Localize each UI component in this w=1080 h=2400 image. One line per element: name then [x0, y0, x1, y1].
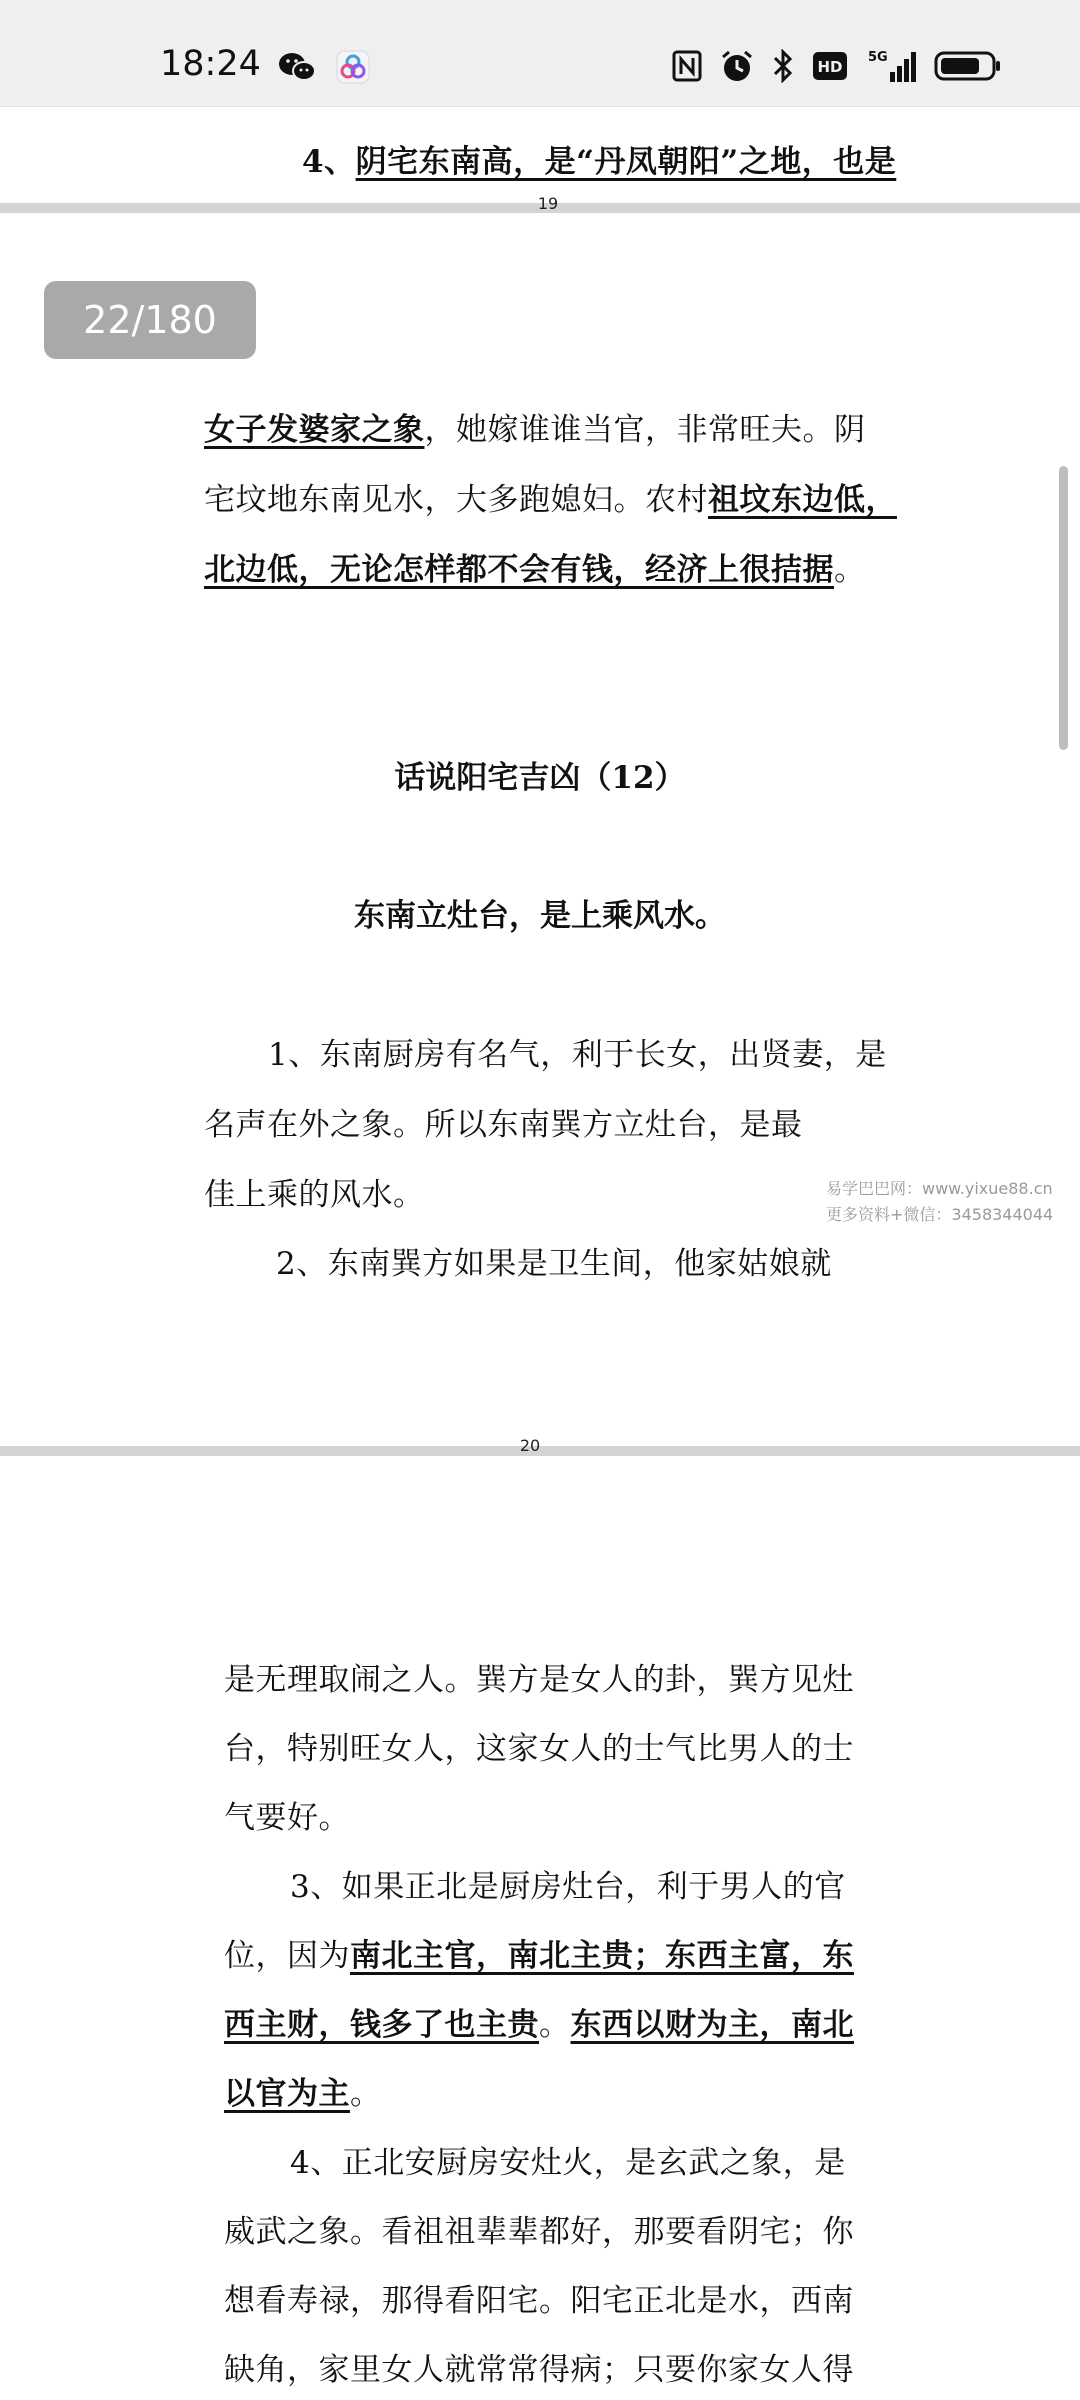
hd-icon — [812, 51, 848, 81]
alarm-icon — [720, 49, 754, 83]
text-line — [204, 544, 866, 589]
text-line — [224, 1999, 854, 2044]
page19-line — [302, 136, 896, 181]
notification-icons — [278, 50, 370, 84]
app-icon — [336, 50, 370, 84]
text-line: 威武之象。看祖祖辈辈都好，那要看阴宅；你 — [224, 2214, 854, 2250]
plain-text: 位，因为 — [224, 1938, 350, 1974]
scrollbar-thumb[interactable] — [1059, 466, 1068, 750]
section-subheading: 东南立灶台，是上乘风水。 — [354, 898, 726, 934]
battery-icon — [934, 50, 1002, 82]
signal-5g-icon — [866, 48, 916, 84]
text-line: 2、东南巽方如果是卫生间，他家姑娘就 — [276, 1246, 832, 1282]
text-line — [204, 474, 897, 519]
text-line: 4、正北安厨房安灶火，是玄武之象，是 — [290, 2145, 846, 2181]
watermark-line: 易学巴巴网：www.yixue88.cn — [826, 1179, 1053, 1198]
status-bar — [0, 0, 1080, 107]
page19-line-prefix: 4、 — [302, 144, 356, 180]
text-line — [204, 404, 866, 449]
text-line: 缺角，家里女人就常常得病；只要你家女人得 — [224, 2352, 854, 2388]
svg-text:HD: HD — [817, 58, 843, 76]
watermark-line: 更多资料+微信：3458344044 — [826, 1205, 1054, 1224]
underlined-text: 以官为主 — [224, 2076, 350, 2112]
page19-line-underlined: 阴宅东南高，是“丹凤朝阳”之地，也是 — [355, 144, 897, 180]
page-number: 20 — [519, 1436, 541, 1455]
text-line: 台，特别旺女人，这家女人的士气比男人的士 — [224, 1731, 854, 1767]
text-line: 气要好。 — [224, 1800, 350, 1836]
underlined-text: 女子发婆家之象 — [204, 412, 425, 448]
text-line — [224, 2068, 382, 2113]
text-line: 1、东南厨房有名气，利于长女，出贤妻，是 — [268, 1037, 887, 1073]
bluetooth-icon — [772, 49, 794, 83]
plain-text: 宅坟地东南见水，大多跑媳妇。农村 — [204, 482, 708, 518]
text-line: 佳上乘的风水。 — [204, 1177, 425, 1213]
wechat-icon — [278, 51, 316, 83]
nfc-icon — [672, 50, 702, 82]
underlined-text: 祖坟东边低， — [708, 482, 897, 518]
status-time: 18:24 — [160, 44, 261, 84]
text-line: 3、如果正北是厨房灶台，利于男人的官 — [290, 1869, 846, 1905]
page-number: 19 — [537, 194, 559, 213]
plain-text: 。 — [539, 2007, 571, 2043]
underlined-text: 西主财，钱多了也主贵 — [224, 2007, 539, 2043]
underlined-text: 南北主官，南北主贵；东西主富，东 — [350, 1938, 854, 1974]
plain-text: 。 — [834, 552, 866, 588]
underlined-text: 东西以财为主，南北 — [570, 2007, 854, 2043]
underlined-text: 北边低，无论怎样都不会有钱，经济上很拮据 — [204, 552, 834, 588]
svg-text:5G: 5G — [868, 50, 888, 65]
plain-text: 。 — [350, 2076, 382, 2112]
section-heading: 话说阳宅吉凶（12） — [394, 760, 686, 796]
text-line: 想看寿禄，那得看阳宅。阳宅正北是水，西南 — [224, 2283, 854, 2319]
text-line — [224, 1930, 854, 1975]
page-counter-badge: 22/180 — [44, 281, 256, 359]
system-icons — [672, 48, 1002, 84]
text-line: 是无理取闹之人。巽方是女人的卦，巽方见灶 — [224, 1662, 854, 1698]
text-line: 名声在外之象。所以东南巽方立灶台，是最 — [204, 1107, 803, 1143]
plain-text: ，她嫁谁谁当官，非常旺夫。阴 — [424, 412, 866, 448]
